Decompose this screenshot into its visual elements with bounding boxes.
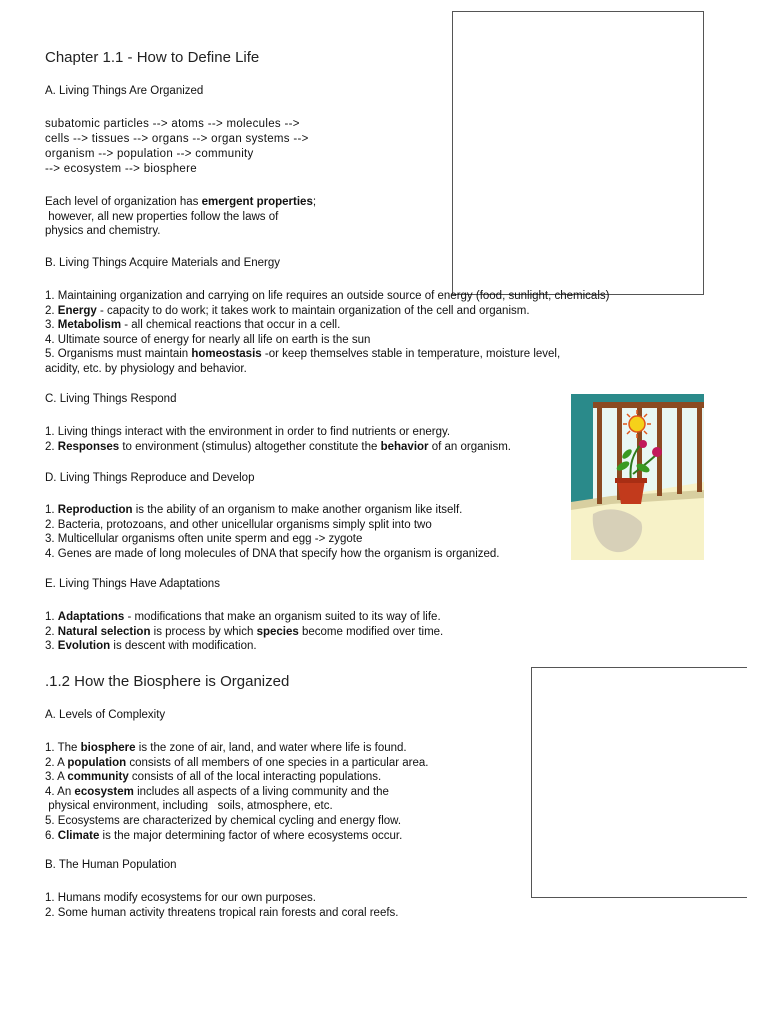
- list-item: [45, 362, 609, 377]
- levels-list: [45, 741, 429, 843]
- text: -or keep themselves stable in temperature, moisture level,: [261, 348, 561, 361]
- section-e-list: [45, 610, 443, 654]
- pot: [617, 480, 645, 504]
- text: 1. Maintaining organization and carrying on life requires an outside source of energy (food, sunlight, chemicals): [45, 290, 610, 302]
- text: to environment (stimulus) altogether constitute the: [119, 440, 381, 453]
- chapter-1-1-title: Chapter 1.1 - How to Define Life: [45, 49, 260, 66]
- organization-hierarchy: [45, 117, 309, 177]
- text: 3.: [45, 319, 58, 332]
- bold-term: Metabolism: [57, 319, 122, 332]
- list-item: [45, 610, 443, 625]
- text: 4. An: [45, 785, 75, 798]
- hierarchy-line: organism --> population --> community: [45, 148, 254, 160]
- bold-term: Energy: [57, 304, 97, 317]
- list-item: [45, 891, 398, 906]
- text: 4. Ultimate source of energy for nearly all life on earth is the sun: [45, 333, 371, 346]
- list-item: [45, 333, 609, 348]
- list-item: [45, 318, 609, 333]
- bold-term: Reproduction: [57, 504, 133, 516]
- human-population-list: [45, 891, 398, 920]
- text: 2.: [45, 625, 58, 638]
- text: 2. Bacteria, protozoans, and other unicellular organisms simply split into two: [45, 518, 432, 531]
- text: 1. Living things interact with the environment in order to find nutrients or energy.: [45, 426, 451, 438]
- list-item: [45, 829, 429, 844]
- plant-window-clipart: [571, 394, 704, 560]
- emergent-line-1: [45, 195, 316, 210]
- text: - capacity to do work; it takes work to maintain organization of the cell and organism.: [96, 304, 530, 317]
- list-item: [45, 906, 398, 921]
- bold-term: Natural selection: [57, 625, 151, 638]
- list-item: [45, 799, 429, 814]
- section-a-heading: A. Living Things Are Organized: [45, 85, 204, 97]
- list-item: [45, 770, 429, 785]
- text: Each level of organization has: [45, 196, 202, 208]
- text: 5. Ecosystems are characterized by chemical cycling and energy flow.: [45, 814, 402, 827]
- section-b-heading: B. Living Things Acquire Materials and Energy: [45, 257, 281, 269]
- list-item: [45, 518, 500, 533]
- bold-term: ecosystem: [74, 785, 134, 798]
- levels-heading: A. Levels of Complexity: [45, 709, 166, 721]
- bold-term: population: [67, 756, 127, 769]
- list-item: [45, 741, 429, 756]
- list-item: [45, 425, 511, 440]
- text: become modified over time.: [298, 625, 444, 638]
- list-item: [45, 756, 429, 771]
- section-c-heading: C. Living Things Respond: [45, 393, 177, 405]
- hierarchy-line: cells --> tissues --> organs --> organ systems -->: [45, 133, 309, 145]
- text: 1. The: [45, 742, 81, 754]
- text: 3.: [45, 640, 58, 653]
- bold-term: behavior: [380, 440, 429, 453]
- bold-term: Climate: [57, 829, 100, 842]
- text: - modifications that make an organism suited to its way of life.: [124, 611, 441, 623]
- chapter-1-2-title: .1.2 How the Biosphere is Organized: [45, 673, 290, 690]
- list-item: [45, 532, 500, 547]
- text: consists of all of the local interacting populations.: [128, 771, 382, 784]
- list-item: [45, 639, 443, 654]
- bold-term: species: [256, 625, 299, 638]
- text: 4. Genes are made of long molecules of DNA that specify how the organism is organized.: [45, 547, 500, 560]
- human-population-heading: B. The Human Population: [45, 859, 177, 871]
- emergent-properties-paragraph: [45, 195, 316, 239]
- text: 5. Organisms must maintain: [45, 348, 192, 361]
- list-item: [45, 440, 511, 455]
- list-item: [45, 547, 500, 562]
- image-placeholder-top: [452, 11, 704, 295]
- text: 2.: [45, 304, 58, 317]
- image-placeholder-bottom: [531, 667, 747, 898]
- text: is the ability of an organism to make another organism like itself.: [132, 504, 463, 516]
- bold-term: Responses: [57, 440, 120, 453]
- bold-term: homeostasis: [191, 348, 262, 361]
- text: is the major determining factor of where ecosystems occur.: [99, 829, 403, 842]
- text: includes all aspects of a living community and the: [133, 785, 389, 798]
- list-item: [45, 347, 609, 362]
- text: 2.: [45, 440, 58, 453]
- list-item: [45, 785, 429, 800]
- text: 1.: [45, 611, 58, 623]
- text: 1.: [45, 504, 58, 516]
- text: of an organism.: [428, 440, 511, 453]
- list-item: [45, 503, 500, 518]
- list-item: [45, 814, 429, 829]
- section-c-list: [45, 425, 511, 454]
- text: acidity, etc. by physiology and behavior.: [45, 362, 247, 375]
- text: is process by which: [150, 625, 257, 638]
- text: 2. A: [45, 756, 68, 769]
- list-item: [45, 289, 609, 304]
- bold-term: biosphere: [80, 742, 136, 754]
- section-b-list: [45, 289, 609, 377]
- text: 3. A: [45, 771, 68, 784]
- text: physical environment, including soils, atmosphere, etc.: [45, 800, 333, 813]
- hierarchy-line: --> ecosystem --> biosphere: [45, 163, 197, 175]
- text: 2. Some human activity threatens tropical rain forests and coral reefs.: [45, 906, 399, 919]
- section-d-list: [45, 503, 500, 561]
- bold-term: emergent properties: [201, 196, 313, 208]
- text: is the zone of air, land, and water where life is found.: [135, 742, 407, 754]
- text: is descent with modification.: [110, 640, 257, 653]
- hierarchy-line: subatomic particles --> atoms --> molecules -->: [45, 118, 300, 130]
- text: 3. Multicellular organisms often unite sperm and egg -> zygote: [45, 533, 363, 546]
- text: consists of all members of one species in a particular area.: [126, 756, 429, 769]
- text: 1. Humans modify ecosystems for our own purposes.: [45, 892, 317, 904]
- bold-term: Evolution: [57, 640, 111, 653]
- text: ;: [312, 196, 317, 208]
- section-d-heading: D. Living Things Reproduce and Develop: [45, 472, 255, 484]
- bold-term: Adaptations: [57, 611, 125, 623]
- emergent-line-3: physics and chemistry.: [45, 225, 161, 238]
- list-item: [45, 304, 609, 319]
- bold-term: community: [67, 771, 129, 784]
- emergent-line-2: however, all new properties follow the laws of: [45, 210, 279, 223]
- text: 6.: [45, 829, 58, 842]
- text: - all chemical reactions that occur in a cell.: [121, 319, 341, 332]
- list-item: [45, 625, 443, 640]
- section-e-heading: E. Living Things Have Adaptations: [45, 578, 220, 590]
